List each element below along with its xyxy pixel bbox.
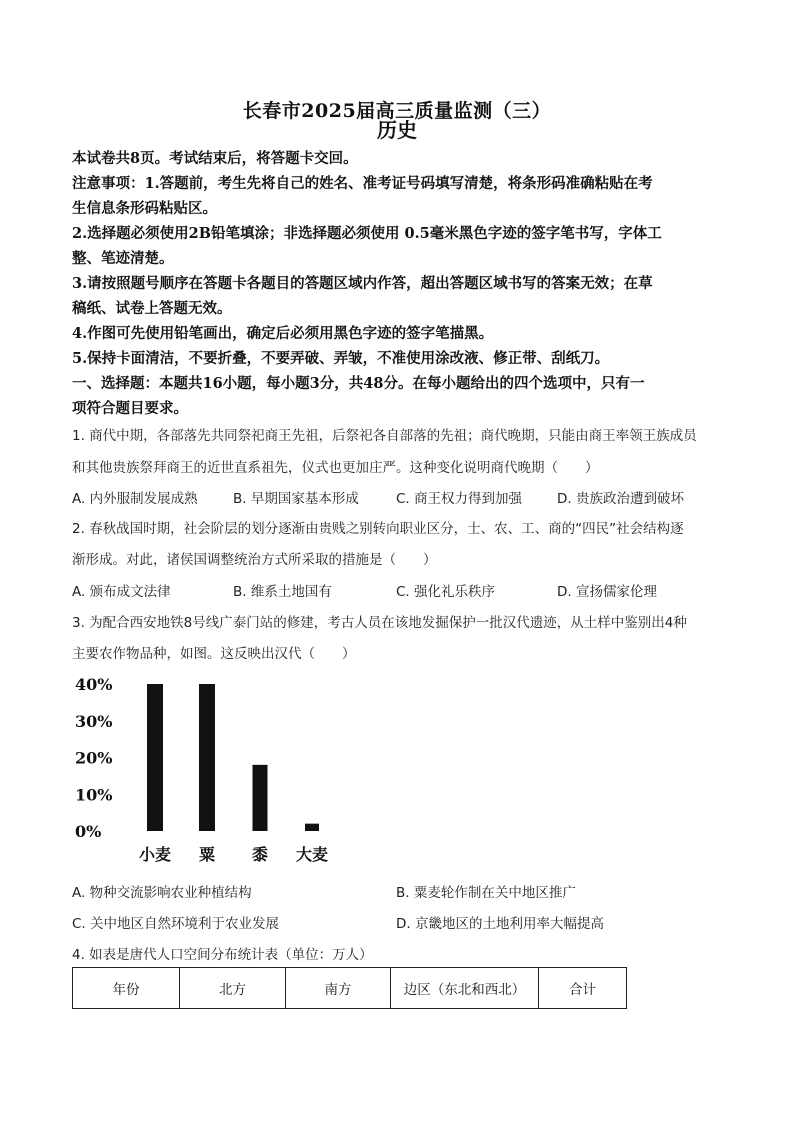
q2-option-c: C. 强化礼乐秩序: [396, 584, 496, 600]
table-header-row: [73, 968, 627, 1009]
y-tick-label: 30%: [75, 711, 113, 731]
bar: [147, 684, 163, 831]
notes-line-6: 稿纸、试卷上答题无效。: [72, 300, 232, 317]
q2-option-b: B. 维系土地国有: [233, 584, 332, 600]
population-table: [72, 967, 627, 1009]
exam-title: 长春市2025届高三质量监测（三）: [242, 100, 552, 122]
q1-option-b: B. 早期国家基本形成: [233, 491, 359, 507]
q1-stem-line-1: 1. 商代中期，各部落先共同祭祀商王先祖，后祭祀各自部落的先祖；商代晚期，只能由商王率领王族成员: [72, 428, 697, 444]
q4-stem: 4. 如表是唐代人口空间分布统计表（单位：万人）: [72, 947, 373, 963]
x-category-label: 小麦: [138, 845, 172, 864]
section-header-line-2: 项符合题目要求。: [72, 400, 188, 417]
q2-option-d: D. 宣扬儒家伦理: [557, 584, 657, 600]
q1-stem-line-2: 和其他贵族祭拜商王的近世直系祖先，仪式也更加庄严。这种变化说明商代晚期（ ）: [72, 460, 599, 476]
notes-line-4: 整、笔迹清楚。: [72, 250, 174, 267]
y-tick-label: 40%: [75, 675, 113, 694]
exam-info-line: 本试卷共8页。考试结束后，将答题卡交回。: [72, 150, 358, 167]
q2-stem-line-1: 2. 春秋战国时期，社会阶层的划分逐渐由贵贱之别转向职业区分，士、农、工、商的“四民”社会结构逐: [72, 521, 684, 537]
crop-bar-chart: [75, 668, 345, 868]
x-category-label: 黍: [251, 845, 269, 864]
q2-option-a: A. 颁布成文法律: [72, 584, 171, 600]
section-header-line-1: 一、选择题：本题共16小题，每小题3分，共48分。在每小题给出的四个选项中，只有一: [72, 375, 645, 392]
table-header-cell: 边区（东北和西北）: [391, 968, 539, 1009]
q3-option-b: B. 粟麦轮作制在关中地区推广: [396, 885, 576, 901]
q3-stem-line-2: 主要农作物品种，如图。这反映出汉代（ ）: [72, 646, 356, 662]
x-category-label: 大麦: [295, 845, 329, 864]
notes-line-1: 注意事项：1.答题前，考生先将自己的姓名、准考证号码填写清楚，将条形码准确粘贴在考: [72, 175, 653, 192]
bar: [199, 684, 215, 831]
table-header-cell: 合计: [539, 968, 627, 1009]
q3-stem-line-1: 3. 为配合西安地铁8号线广泰门站的修建，考古人员在该地发掘保护一批汉代遗迹，从土样中鉴别出4种: [72, 615, 687, 631]
exam-subject: 历史: [377, 118, 417, 142]
notes-line-5: 3.请按照题号顺序在答题卡各题目的答题区域内作答，超出答题区域书写的答案无效；在草: [72, 275, 653, 292]
y-tick-label: 0%: [75, 822, 102, 841]
y-tick-label: 20%: [75, 748, 113, 768]
q2-stem-line-2: 渐形成。对此，诸侯国调整统治方式所采取的措施是（ ）: [72, 552, 437, 568]
table-header-cell: 南方: [286, 968, 391, 1009]
table-header-cell: 年份: [73, 968, 180, 1009]
q1-option-a: A. 内外服制发展成熟: [72, 491, 198, 507]
y-tick-label: 10%: [75, 785, 113, 805]
q3-option-d: D. 京畿地区的土地利用率大幅提高: [396, 916, 604, 932]
bar: [305, 824, 319, 831]
table-header-cell: 北方: [180, 968, 286, 1009]
notes-line-2: 生信息条形码粘贴区。: [72, 200, 217, 217]
q3-option-c: C. 关中地区自然环境利于农业发展: [72, 916, 280, 932]
x-category-label: 粟: [198, 845, 216, 864]
notes-line-3: 2.选择题必须使用2B铅笔填涂；非选择题必须使用 0.5毫米黑色字迹的签字笔书写，字体工: [72, 225, 662, 242]
q1-option-d: D. 贵族政治遭到破坏: [557, 491, 684, 507]
bar: [253, 765, 268, 831]
q3-option-a: A. 物种交流影响农业种植结构: [72, 885, 252, 901]
notes-line-7: 4.作图可先使用铅笔画出，确定后必须用黑色字迹的签字笔描黑。: [72, 325, 494, 342]
q1-option-c: C. 商王权力得到加强: [396, 491, 523, 507]
notes-line-8: 5.保持卡面清洁，不要折叠，不要弄破、弄皱，不准使用涂改液、修正带、刮纸刀。: [72, 350, 610, 367]
